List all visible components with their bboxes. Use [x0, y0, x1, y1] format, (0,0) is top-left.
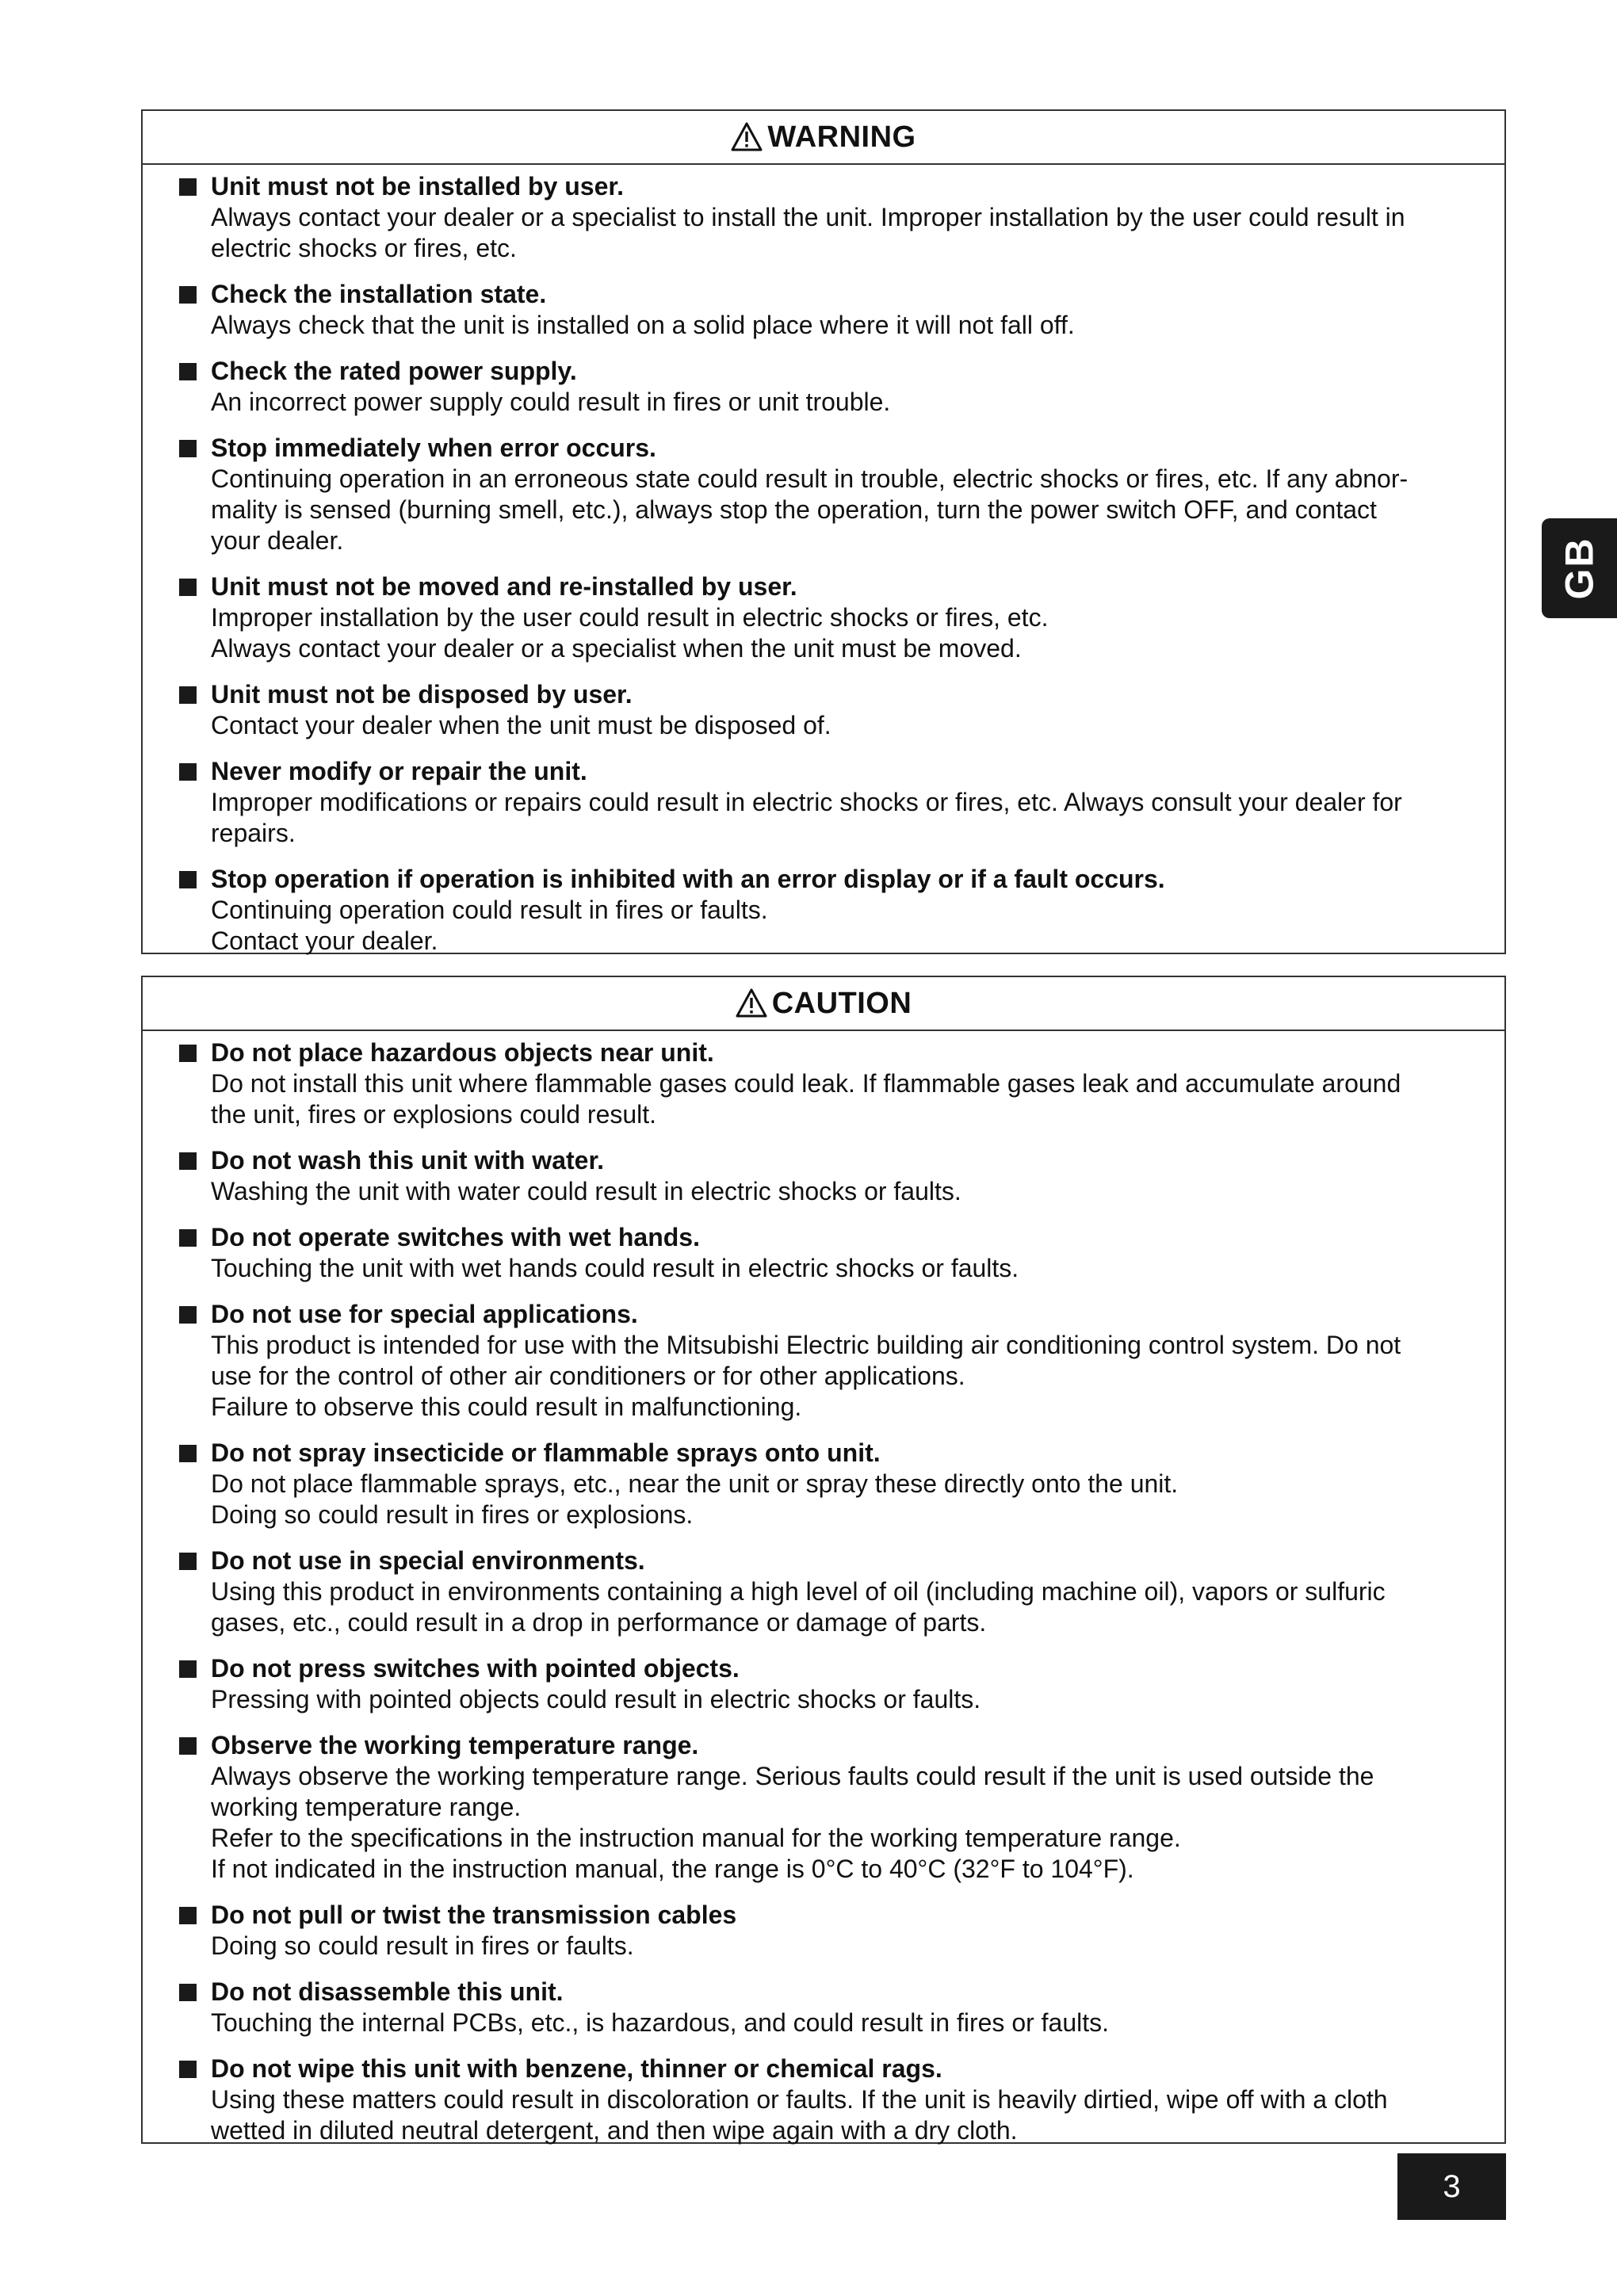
item-description-line: Doing so could result in fires or faults. — [211, 1931, 634, 1960]
item-title — [211, 171, 1481, 202]
item-title — [211, 756, 1481, 787]
item-description-line: wetted in diluted neutral detergent, and then wipe again with a dry cloth. — [211, 2116, 1018, 2145]
item-description-line: working temperature range. — [211, 1793, 522, 1821]
list-item — [211, 1037, 1481, 1130]
item-title — [211, 571, 1481, 602]
caution-triangle-icon — [736, 988, 767, 1019]
item-description-line: Always check that the unit is installed on a solid place where it will not fall off. — [211, 311, 1075, 339]
item-title — [211, 1438, 1481, 1469]
bullet-square-icon — [179, 1045, 197, 1062]
bullet-square-icon — [179, 763, 197, 781]
item-description-line: Using these matters could result in discoloration or faults. If the unit is heavily dirtied, wipe off with a cloth — [211, 2085, 1388, 2114]
item-description-line: Failure to observe this could result in malfunctioning. — [211, 1392, 802, 1421]
item-title-text: Check the installation state. — [211, 280, 547, 308]
bullet-square-icon — [179, 1152, 197, 1170]
item-description-line: your dealer. — [211, 526, 344, 555]
item-title — [211, 356, 1481, 387]
item-description-line: mality is sensed (burning smell, etc.), always stop the operation, turn the power switch OFF, and contact — [211, 495, 1377, 524]
caution-items — [143, 1031, 1504, 2146]
item-description-line: Contact your dealer when the unit must be disposed of. — [211, 711, 831, 739]
list-item — [211, 1900, 1481, 1962]
item-title — [211, 1145, 1481, 1176]
bullet-square-icon — [179, 579, 197, 596]
language-tab-label: GB — [1557, 537, 1602, 600]
page-number: 3 — [1397, 2153, 1506, 2220]
item-title — [211, 1037, 1481, 1068]
bullet-square-icon — [179, 440, 197, 457]
list-item — [211, 864, 1481, 957]
item-description-line: Do not install this unit where flammable gases could leak. If flammable gases leak and accumulate around — [211, 1069, 1401, 1098]
item-title-text: Do not wipe this unit with benzene, thinner or chemical rags. — [211, 2054, 942, 2083]
item-description-line: If not indicated in the instruction manual, the range is 0°C to 40°C (32°F to 104°F). — [211, 1855, 1134, 1883]
list-item — [211, 571, 1481, 664]
bullet-square-icon — [179, 1445, 197, 1462]
item-title-text: Do not spray insecticide or flammable sprays onto unit. — [211, 1438, 881, 1467]
item-title — [211, 2053, 1481, 2084]
item-description-line: Continuing operation could result in fires or faults. — [211, 896, 768, 924]
list-item — [211, 756, 1481, 849]
item-description-line: Touching the unit with wet hands could result in electric shocks or faults. — [211, 1254, 1019, 1282]
item-description-line: the unit, fires or explosions could result. — [211, 1100, 657, 1129]
item-title-text: Do not operate switches with wet hands. — [211, 1223, 700, 1251]
item-title-text: Stop immediately when error occurs. — [211, 434, 656, 462]
item-description-line: An incorrect power supply could result in fires or unit trouble. — [211, 388, 891, 416]
bullet-square-icon — [179, 1553, 197, 1570]
item-title-text: Do not pull or twist the transmission cables — [211, 1901, 737, 1929]
list-item — [211, 1438, 1481, 1530]
list-item — [211, 1299, 1481, 1423]
bullet-square-icon — [179, 871, 197, 888]
item-title — [211, 1730, 1481, 1761]
list-item — [211, 171, 1481, 264]
item-title — [211, 1977, 1481, 2008]
item-description-line: This product is intended for use with the Mitsubishi Electric building air conditioning control system. Do not — [211, 1331, 1401, 1359]
item-title-text: Do not use for special applications. — [211, 1300, 638, 1328]
item-title-text: Do not wash this unit with water. — [211, 1146, 605, 1175]
item-description-line: Always observe the working temperature range. Serious faults could result if the unit is used outside the — [211, 1762, 1374, 1790]
language-tab — [1542, 518, 1617, 618]
bullet-square-icon — [179, 1737, 197, 1755]
list-item — [211, 1977, 1481, 2038]
list-item — [211, 433, 1481, 556]
item-title — [211, 1299, 1481, 1330]
caution-section — [141, 976, 1506, 2144]
item-title-text: Observe the working temperature range. — [211, 1731, 699, 1759]
item-description-line: Continuing operation in an erroneous state could result in trouble, electric shocks or fires, etc. If any abnor- — [211, 464, 1409, 493]
item-title-text: Check the rated power supply. — [211, 357, 577, 385]
item-title-text: Do not press switches with pointed objects. — [211, 1654, 740, 1683]
item-title — [211, 279, 1481, 310]
warning-header — [143, 111, 1504, 165]
item-title — [211, 1900, 1481, 1931]
item-description-line: Touching the internal PCBs, etc., is hazardous, and could result in fires or faults. — [211, 2008, 1110, 2037]
item-title-text: Never modify or repair the unit. — [211, 757, 587, 785]
item-description-line: electric shocks or fires, etc. — [211, 234, 517, 262]
bullet-square-icon — [179, 363, 197, 380]
list-item — [211, 679, 1481, 741]
item-title-text: Do not use in special environments. — [211, 1546, 645, 1575]
list-item — [211, 1653, 1481, 1715]
bullet-square-icon — [179, 686, 197, 704]
item-title — [211, 1653, 1481, 1684]
bullet-square-icon — [179, 1306, 197, 1324]
item-title-text: Do not place hazardous objects near unit. — [211, 1038, 714, 1067]
bullet-square-icon — [179, 2061, 197, 2078]
list-item — [211, 2053, 1481, 2146]
bullet-square-icon — [179, 178, 197, 196]
item-description-line: use for the control of other air conditioners or for other applications. — [211, 1362, 965, 1390]
item-description-line: Refer to the specifications in the instruction manual for the working temperature range. — [211, 1824, 1181, 1852]
bullet-square-icon — [179, 1984, 197, 2001]
item-title-text: Stop operation if operation is inhibited with an error display or if a fault occurs. — [211, 865, 1165, 893]
item-description-line: Do not place flammable sprays, etc., near the unit or spray these directly onto the unit. — [211, 1469, 1179, 1498]
caution-title: CAUTION — [771, 986, 912, 1020]
item-title-text: Unit must not be disposed by user. — [211, 680, 633, 709]
list-item — [211, 1730, 1481, 1885]
item-description-line: Using this product in environments containing a high level of oil (including machine oil), vapors or sulfuric — [211, 1577, 1386, 1606]
item-description-line: Washing the unit with water could result in electric shocks or faults. — [211, 1177, 961, 1205]
item-description-line: repairs. — [211, 819, 296, 847]
item-title-text: Do not disassemble this unit. — [211, 1977, 564, 2006]
item-description-line: gases, etc., could result in a drop in performance or damage of parts. — [211, 1608, 987, 1637]
list-item — [211, 1545, 1481, 1638]
warning-items — [143, 165, 1504, 957]
item-title — [211, 1222, 1481, 1253]
item-title — [211, 1545, 1481, 1576]
list-item — [211, 1145, 1481, 1207]
bullet-square-icon — [179, 1229, 197, 1247]
item-description-line: Pressing with pointed objects could result in electric shocks or faults. — [211, 1685, 981, 1713]
item-description-line: Always contact your dealer or a specialist when the unit must be moved. — [211, 634, 1022, 663]
item-title — [211, 864, 1481, 895]
bullet-square-icon — [179, 1907, 197, 1924]
warning-title: WARNING — [767, 120, 916, 154]
bullet-square-icon — [179, 286, 197, 304]
item-description-line: Doing so could result in fires or explosions. — [211, 1500, 694, 1529]
item-title-text: Unit must not be moved and re-installed by user. — [211, 572, 797, 601]
list-item — [211, 356, 1481, 418]
caution-header — [143, 977, 1504, 1031]
list-item — [211, 1222, 1481, 1284]
item-title-text: Unit must not be installed by user. — [211, 172, 624, 201]
item-description-line: Contact your dealer. — [211, 926, 438, 955]
item-title — [211, 679, 1481, 710]
warning-section — [141, 109, 1506, 954]
item-description-line: Improper modifications or repairs could result in electric shocks or fires, etc. Always consult your dealer for — [211, 788, 1402, 816]
list-item — [211, 279, 1481, 341]
item-description-line: Improper installation by the user could result in electric shocks or fires, etc. — [211, 603, 1049, 632]
item-description-line: Always contact your dealer or a specialist to install the unit. Improper installation by the user could result in — [211, 203, 1405, 231]
bullet-square-icon — [179, 1660, 197, 1678]
warning-triangle-icon — [731, 121, 763, 153]
item-title — [211, 433, 1481, 464]
